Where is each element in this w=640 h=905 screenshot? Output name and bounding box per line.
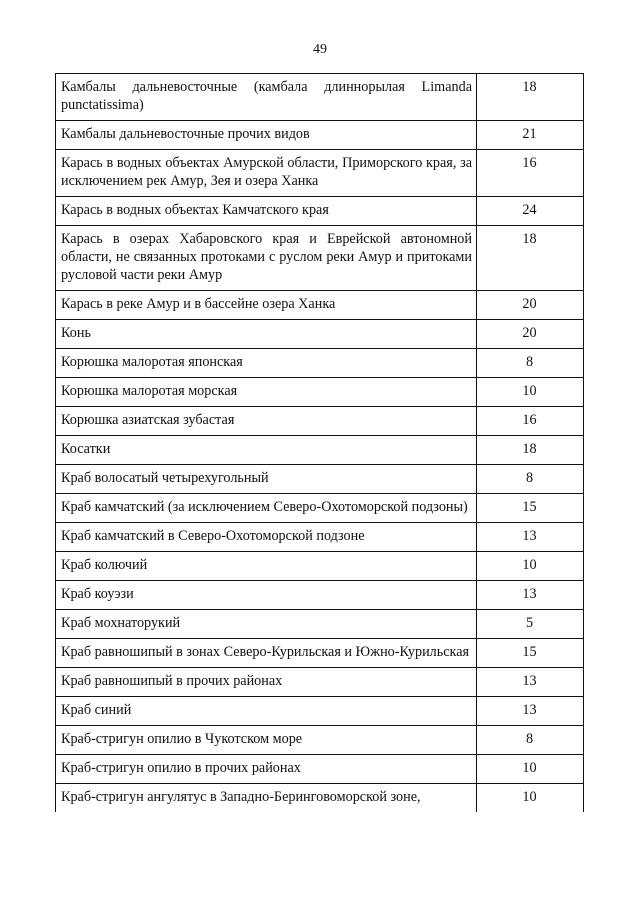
value-cell: 10 <box>477 552 584 581</box>
table-row <box>56 639 584 668</box>
value-cell: 5 <box>477 610 584 639</box>
species-name-cell: Краб камчатский в Северо-Охотоморской подзоне <box>56 523 477 552</box>
value-cell: 20 <box>477 291 584 320</box>
table-row <box>56 436 584 465</box>
species-name-cell: Краб коуэзи <box>56 581 477 610</box>
table-row <box>56 349 584 378</box>
species-name-cell: Карась в водных объектах Камчатского края <box>56 197 477 226</box>
species-name-cell: Краб мохнаторукий <box>56 610 477 639</box>
species-table <box>55 73 584 812</box>
value-cell: 24 <box>477 197 584 226</box>
table-row <box>56 291 584 320</box>
table-row <box>56 494 584 523</box>
table-row <box>56 581 584 610</box>
species-name-cell: Краб равношипый в зонах Северо-Курильская и Южно-Курильская <box>56 639 477 668</box>
value-cell: 10 <box>477 755 584 784</box>
page-number: 49 <box>313 42 327 57</box>
table-row <box>56 121 584 150</box>
table-body <box>56 74 584 813</box>
species-name-cell: Карась в реке Амур и в бассейне озера Ханка <box>56 291 477 320</box>
species-name-cell: Краб-стригун опилио в Чукотском море <box>56 726 477 755</box>
table-row <box>56 407 584 436</box>
value-cell: 16 <box>477 407 584 436</box>
species-name-cell: Краб колючий <box>56 552 477 581</box>
species-name-cell: Камбалы дальневосточные прочих видов <box>56 121 477 150</box>
species-name-cell: Краб синий <box>56 697 477 726</box>
value-cell: 10 <box>477 378 584 407</box>
species-name-cell: Краб-стригун ангулятус в Западно-Беринговоморской зоне, <box>56 784 477 813</box>
table-row <box>56 697 584 726</box>
species-name-cell: Краб волосатый четырехугольный <box>56 465 477 494</box>
value-cell: 8 <box>477 465 584 494</box>
value-cell: 18 <box>477 74 584 121</box>
value-cell: 13 <box>477 697 584 726</box>
table-row <box>56 150 584 197</box>
value-cell: 13 <box>477 523 584 552</box>
value-cell: 18 <box>477 226 584 291</box>
table-row <box>56 726 584 755</box>
species-name-cell: Краб-стригун опилио в прочих районах <box>56 755 477 784</box>
species-name-cell: Карась в озерах Хабаровского края и Еврейской автономной области, не связанных протоками с руслом реки Амур и притоками русловой части реки Амур <box>56 226 477 291</box>
table-row <box>56 320 584 349</box>
table-row <box>56 197 584 226</box>
species-name-cell: Краб камчатский (за исключением Северо-Охотоморской подзоны) <box>56 494 477 523</box>
value-cell: 20 <box>477 320 584 349</box>
value-cell: 10 <box>477 784 584 813</box>
species-name-cell: Краб равношипый в прочих районах <box>56 668 477 697</box>
table-row <box>56 378 584 407</box>
species-name-cell: Корюшка азиатская зубастая <box>56 407 477 436</box>
species-name-cell: Корюшка малоротая морская <box>56 378 477 407</box>
value-cell: 13 <box>477 581 584 610</box>
value-cell: 15 <box>477 639 584 668</box>
value-cell: 18 <box>477 436 584 465</box>
table-row <box>56 523 584 552</box>
value-cell: 8 <box>477 349 584 378</box>
species-name-cell: Камбалы дальневосточные (камбала длиннорылая Limanda punctatissima) <box>56 74 477 121</box>
species-name-cell: Конь <box>56 320 477 349</box>
value-cell: 16 <box>477 150 584 197</box>
table-row <box>56 226 584 291</box>
value-cell: 13 <box>477 668 584 697</box>
species-name-cell: Карась в водных объектах Амурской области, Приморского края, за исключением рек Амур, Зея и озера Ханка <box>56 150 477 197</box>
species-name-cell: Корюшка малоротая японская <box>56 349 477 378</box>
table-row <box>56 74 584 121</box>
table-row <box>56 552 584 581</box>
table-row <box>56 755 584 784</box>
table-row <box>56 784 584 813</box>
value-cell: 8 <box>477 726 584 755</box>
table-row <box>56 610 584 639</box>
table-row <box>56 465 584 494</box>
table-row <box>56 668 584 697</box>
species-name-cell: Косатки <box>56 436 477 465</box>
value-cell: 21 <box>477 121 584 150</box>
value-cell: 15 <box>477 494 584 523</box>
